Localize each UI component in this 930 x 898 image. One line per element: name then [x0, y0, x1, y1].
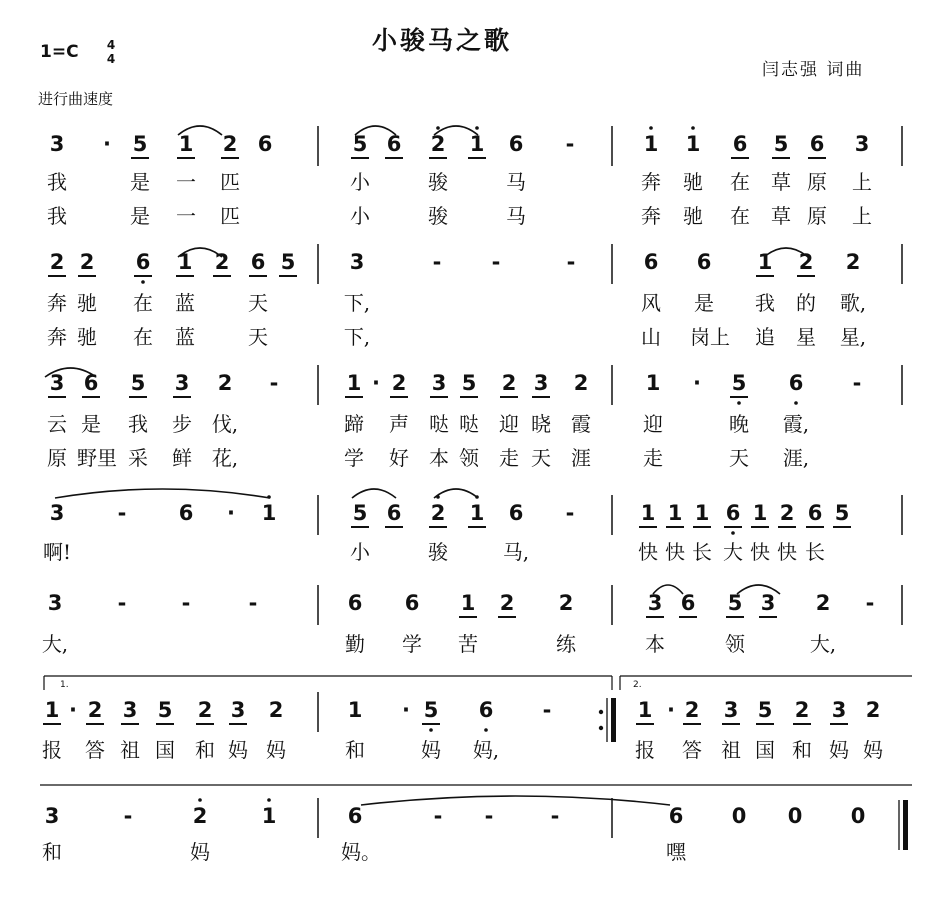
note: 2	[865, 698, 881, 722]
lyric: 云	[47, 412, 67, 436]
dash: -	[123, 804, 133, 828]
note: 6	[178, 501, 194, 525]
lyric: 练	[556, 632, 576, 656]
note: 2	[79, 250, 95, 274]
lyric: 快	[777, 540, 797, 564]
lyric: 山	[641, 325, 661, 349]
lyric: 快	[638, 540, 658, 564]
lyric: 国	[755, 738, 775, 762]
note: 1	[178, 132, 194, 156]
lyric: 天	[248, 291, 268, 315]
note: 3	[47, 591, 63, 615]
lyric: 马	[506, 204, 526, 228]
lyric: 星,	[839, 325, 867, 349]
lyric: 大	[723, 540, 743, 564]
note: 6	[478, 698, 494, 722]
lyric: 我	[47, 170, 67, 194]
lyric: 马	[506, 170, 526, 194]
lyric: 祖	[120, 738, 140, 762]
note: 6	[386, 132, 402, 156]
note: 1	[694, 501, 710, 525]
repeat-dot	[599, 726, 603, 730]
note: 2	[684, 698, 700, 722]
lyric: 追	[755, 325, 775, 349]
note: 5	[352, 501, 368, 525]
note: 1	[177, 250, 193, 274]
lyric: 走	[499, 446, 519, 470]
note: 1	[469, 501, 485, 525]
note: 5	[157, 698, 173, 722]
lyric: 伐,	[211, 412, 239, 436]
octave-dot-low	[429, 728, 433, 732]
note: 5	[352, 132, 368, 156]
lyric: 勤	[345, 632, 365, 656]
lyric: 原	[807, 204, 827, 228]
lyric: 霞	[571, 412, 591, 436]
note: 6	[347, 591, 363, 615]
note: 6	[807, 501, 823, 525]
note: 2	[192, 804, 208, 828]
lyric: 本	[645, 632, 665, 656]
note: 2	[391, 371, 407, 395]
note: 6	[788, 371, 804, 395]
note: 6	[680, 591, 696, 615]
note: 6	[732, 132, 748, 156]
lyric: 奔	[47, 291, 67, 315]
note: 6	[257, 132, 273, 156]
lyric: 是	[81, 412, 101, 436]
lyric: 哒	[459, 412, 479, 436]
note: 2	[217, 371, 233, 395]
note: 3	[49, 501, 65, 525]
note: 6	[83, 371, 99, 395]
lyric: 是	[130, 204, 150, 228]
dot: ·	[693, 371, 701, 395]
note: 2	[779, 501, 795, 525]
note: 1	[346, 371, 362, 395]
note: 1	[757, 250, 773, 274]
dash: -	[117, 591, 127, 615]
note: 6	[696, 250, 712, 274]
note: 3	[174, 371, 190, 395]
note: 1	[347, 698, 363, 722]
octave-dot-high	[267, 798, 271, 802]
lyric: 小	[350, 540, 370, 564]
lyric: 哒	[429, 412, 449, 436]
lyric: 是	[130, 170, 150, 194]
note: 6	[668, 804, 684, 828]
note: 5	[834, 501, 850, 525]
time-signature-bottom: 4	[106, 52, 116, 66]
lyric: 妈	[228, 738, 248, 762]
dot: ·	[69, 698, 77, 722]
note: 1	[637, 698, 653, 722]
lyric: 奔	[641, 170, 661, 194]
lyric: 骏	[428, 540, 448, 564]
octave-dot-high	[436, 126, 440, 130]
dash: -	[550, 804, 560, 828]
lyric: 妈	[829, 738, 849, 762]
lyric: 妈	[266, 738, 286, 762]
note: 3	[230, 698, 246, 722]
lyric: 步	[172, 412, 192, 436]
note: 2	[798, 250, 814, 274]
lyric: 天	[729, 446, 749, 470]
octave-dot-low	[484, 728, 488, 732]
lyric: 在	[730, 204, 750, 228]
lyric: 蓝	[175, 291, 195, 315]
lyric: 和	[42, 840, 62, 864]
lyric: 下,	[343, 291, 371, 315]
lyric: 在	[133, 291, 153, 315]
note: 2	[499, 591, 515, 615]
dash: -	[433, 804, 443, 828]
note: 2	[845, 250, 861, 274]
lyric: 妈。	[341, 840, 381, 864]
lyric: 天	[248, 325, 268, 349]
lyric: 长	[805, 540, 825, 564]
note: 6	[508, 501, 524, 525]
dash: -	[248, 591, 258, 615]
repeat-dot	[599, 710, 603, 714]
dash: -	[269, 371, 279, 395]
note: 0	[850, 804, 866, 828]
note: 3	[831, 698, 847, 722]
note: 6	[347, 804, 363, 828]
lyric: 国	[155, 738, 175, 762]
note: 5	[757, 698, 773, 722]
slur	[352, 489, 396, 498]
lyric: 匹	[220, 204, 240, 228]
lyric: 驰	[683, 170, 703, 194]
tempo-marking: 进行曲速度	[38, 90, 114, 108]
note: 1	[640, 501, 656, 525]
lyric: 长	[692, 540, 712, 564]
lyric: 花,	[211, 446, 239, 470]
lyric: 我	[47, 204, 67, 228]
lyric: 原	[807, 170, 827, 194]
note: 2	[794, 698, 810, 722]
note: 2	[430, 501, 446, 525]
lyric: 草	[771, 204, 791, 228]
note: 1	[643, 132, 659, 156]
lyric: 晚	[729, 412, 749, 436]
lyric: 采	[128, 446, 148, 470]
lyric: 苦	[458, 632, 478, 656]
lyric: 涯	[571, 446, 591, 470]
note: 1	[261, 804, 277, 828]
dash: -	[491, 250, 501, 274]
lyric: 驰	[683, 204, 703, 228]
lyric: 大,	[809, 632, 837, 656]
note: 2	[87, 698, 103, 722]
final-thick-bar	[903, 800, 908, 850]
lyric: 小	[350, 170, 370, 194]
lyric: 和	[195, 738, 215, 762]
note: 2	[214, 250, 230, 274]
lyric: 快	[665, 540, 685, 564]
note: 3	[723, 698, 739, 722]
note: 5	[130, 371, 146, 395]
lyric: 野里	[77, 446, 117, 470]
lyric: 报	[635, 738, 655, 762]
dash: -	[865, 591, 875, 615]
note: 1	[469, 132, 485, 156]
dash: -	[542, 698, 552, 722]
dash: -	[565, 132, 575, 156]
note: 0	[787, 804, 803, 828]
lyric: 一	[176, 170, 196, 194]
lyric: 我	[755, 291, 775, 315]
note: 2	[815, 591, 831, 615]
lyric: 小	[350, 204, 370, 228]
lyric: 上	[852, 170, 872, 194]
lyric: 下,	[343, 325, 371, 349]
note: 3	[854, 132, 870, 156]
note: 2	[501, 371, 517, 395]
octave-dot-low	[731, 531, 735, 535]
note: 5	[280, 250, 296, 274]
dash: -	[852, 371, 862, 395]
slur	[361, 796, 670, 805]
lyric: 我	[128, 412, 148, 436]
note: 2	[558, 591, 574, 615]
lyric: 霞,	[782, 412, 810, 436]
note: 5	[773, 132, 789, 156]
lyric: 迎	[643, 412, 663, 436]
note: 3	[760, 591, 776, 615]
lyric: 骏	[428, 170, 448, 194]
key-signature: 1=C	[40, 42, 79, 62]
note: 6	[250, 250, 266, 274]
note: 3	[647, 591, 663, 615]
lyric: 妈	[421, 738, 441, 762]
repeat-thick-bar	[611, 698, 616, 742]
time-signature-top: 4	[106, 38, 116, 52]
note: 6	[135, 250, 151, 274]
note: 2	[268, 698, 284, 722]
octave-dot-high	[649, 126, 653, 130]
lyric: 声	[389, 412, 409, 436]
lyric: 上	[852, 204, 872, 228]
lyric: 好	[389, 446, 409, 470]
note: 3	[533, 371, 549, 395]
lyric: 学	[402, 632, 422, 656]
lyric: 奔	[641, 204, 661, 228]
note: 6	[386, 501, 402, 525]
dash: -	[565, 501, 575, 525]
dot: ·	[103, 132, 111, 156]
lyric: 马,	[502, 540, 530, 564]
note: 5	[423, 698, 439, 722]
dash: -	[117, 501, 127, 525]
lyric: 迎	[499, 412, 519, 436]
slur	[55, 489, 270, 498]
dot: ·	[227, 501, 235, 525]
note: 5	[727, 591, 743, 615]
lyric: 学	[344, 446, 364, 470]
lyric: 祖	[721, 738, 741, 762]
note: 0	[731, 804, 747, 828]
lyric: 涯,	[782, 446, 810, 470]
dot: ·	[667, 698, 675, 722]
note: 6	[725, 501, 741, 525]
note: 5	[731, 371, 747, 395]
lyric: 和	[792, 738, 812, 762]
lyric: 骏	[428, 204, 448, 228]
lyric: 晓	[531, 412, 551, 436]
note: 2	[573, 371, 589, 395]
octave-dot-low	[794, 401, 798, 405]
lyric: 驰	[77, 291, 97, 315]
octave-dot-low	[737, 401, 741, 405]
dash: -	[484, 804, 494, 828]
note: 6	[508, 132, 524, 156]
lyric: 是	[694, 291, 714, 315]
volta-2-label: 2.	[633, 680, 642, 690]
lyric: 大,	[41, 632, 69, 656]
note: 1	[460, 591, 476, 615]
lyric: 岗上	[690, 325, 730, 349]
composer-credit: 闫志强 词曲	[762, 60, 865, 80]
lyric: 妈,	[472, 738, 500, 762]
note: 2	[197, 698, 213, 722]
lyric: 答	[682, 738, 702, 762]
lyric: 快	[750, 540, 770, 564]
octave-dot-high	[691, 126, 695, 130]
lyric: 星	[796, 325, 816, 349]
lyric: 啊!	[43, 540, 72, 564]
lyric: 鲜	[172, 446, 192, 470]
slur	[434, 489, 478, 498]
lyric: 风	[641, 291, 661, 315]
note: 3	[431, 371, 447, 395]
dash: -	[181, 591, 191, 615]
lyric: 在	[730, 170, 750, 194]
note: 2	[222, 132, 238, 156]
volta-1-label: 1.	[60, 680, 69, 690]
lyric: 匹	[220, 170, 240, 194]
dash: -	[432, 250, 442, 274]
note: 6	[643, 250, 659, 274]
note: 3	[122, 698, 138, 722]
lyric: 一	[176, 204, 196, 228]
lyric: 蹄	[344, 412, 364, 436]
lyric: 妈	[863, 738, 883, 762]
note: 6	[809, 132, 825, 156]
note: 3	[44, 804, 60, 828]
dot: ·	[402, 698, 410, 722]
lyric: 领	[459, 446, 479, 470]
note: 3	[49, 132, 65, 156]
note: 2	[49, 250, 65, 274]
note: 6	[404, 591, 420, 615]
octave-dot-high	[198, 798, 202, 802]
lyric: 走	[643, 446, 663, 470]
note: 3	[49, 371, 65, 395]
note: 5	[132, 132, 148, 156]
lyric: 原	[47, 446, 67, 470]
note: 1	[685, 132, 701, 156]
lyric: 答	[85, 738, 105, 762]
note: 1	[667, 501, 683, 525]
note: 5	[461, 371, 477, 395]
octave-dot-low	[141, 280, 145, 284]
lyric: 本	[429, 446, 449, 470]
lyric: 的	[796, 291, 816, 315]
lyric: 妈	[190, 840, 210, 864]
lyric: 天	[531, 446, 551, 470]
note: 1	[752, 501, 768, 525]
lyric: 歌,	[839, 291, 867, 315]
song-title: 小骏马之歌	[372, 26, 513, 55]
octave-dot-high	[475, 126, 479, 130]
note: 1	[261, 501, 277, 525]
note: 1	[645, 371, 661, 395]
lyric: 嘿	[666, 840, 686, 864]
lyric: 报	[42, 738, 62, 762]
note: 3	[349, 250, 365, 274]
note: 2	[430, 132, 446, 156]
lyric: 领	[725, 632, 745, 656]
lyric: 蓝	[175, 325, 195, 349]
lyric: 草	[771, 170, 791, 194]
lyric: 在	[133, 325, 153, 349]
lyric: 驰	[77, 325, 97, 349]
lyric: 奔	[47, 325, 67, 349]
dot: ·	[372, 371, 380, 395]
dash: -	[566, 250, 576, 274]
lyric: 和	[345, 738, 365, 762]
note: 1	[44, 698, 60, 722]
